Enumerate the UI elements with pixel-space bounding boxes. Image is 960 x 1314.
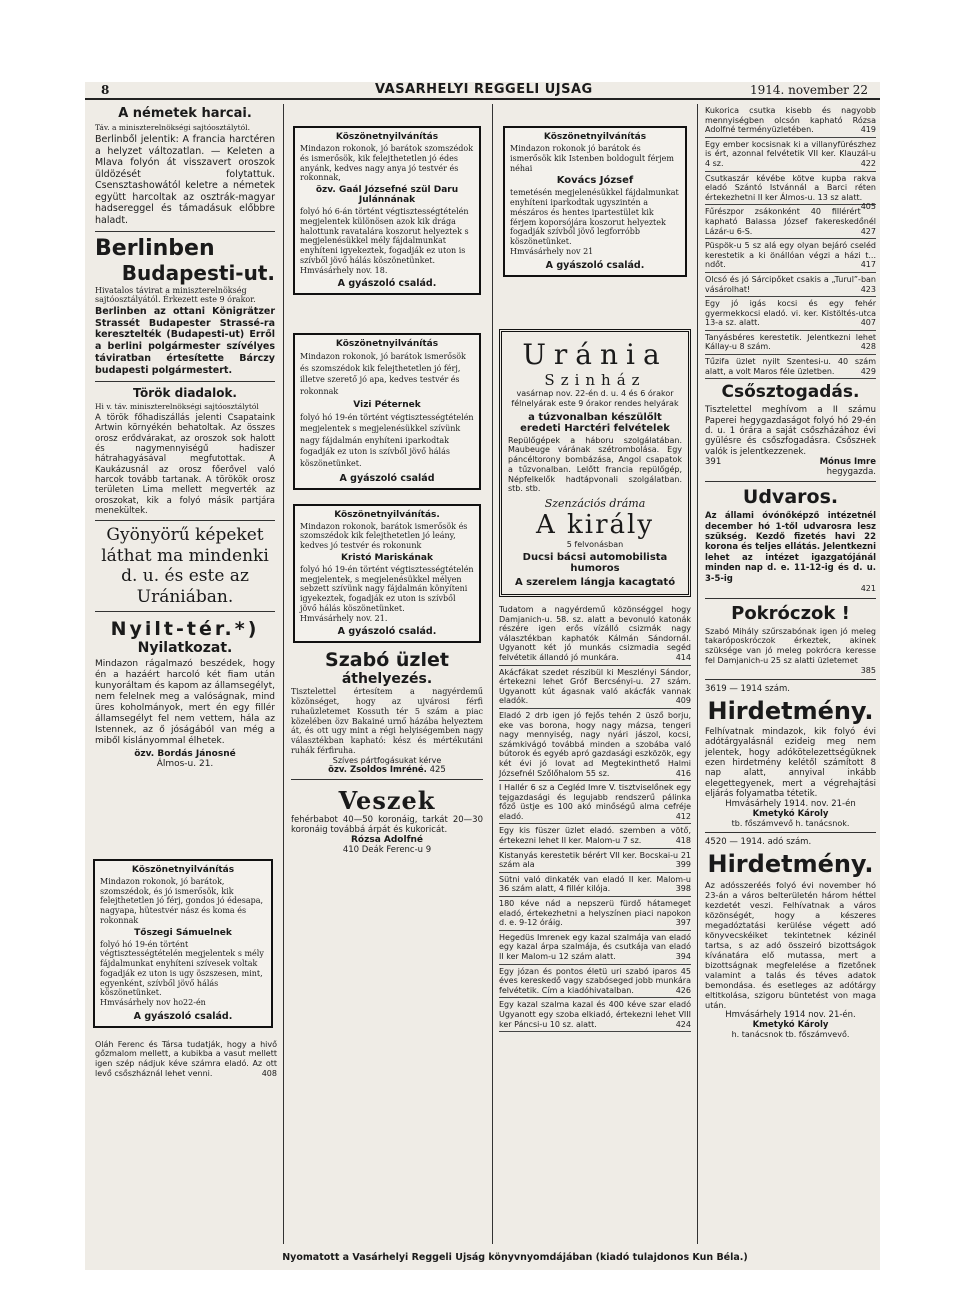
notice-family: A gyászoló család. xyxy=(545,259,645,271)
notice-body: Mindazon rokonok, jó barátok, szomszédok, és jó ismerősök, kik felejthetetlen jó férj, gondos jó édesapa, nagyapa, hütestvér nász és koma és rokonnak xyxy=(100,876,264,925)
classified-ad xyxy=(705,138,876,172)
classified-ad xyxy=(499,781,691,824)
column-3 xyxy=(495,104,695,1244)
notice-title: Köszönetnyilvánítás. xyxy=(334,509,440,520)
classified-text: Tűzifa üzlet nyilt Szentesi-u. 40 szám alatt, a volt Maros féle üzletben. xyxy=(705,357,876,376)
divider xyxy=(95,520,275,521)
classified-number: 414 xyxy=(675,652,691,662)
csosz-name: Mónus Imre xyxy=(819,457,876,468)
notice-deceased-name: Kristó Mariskának xyxy=(341,552,433,563)
classified-number: 426 xyxy=(675,985,691,995)
classified-number: 424 xyxy=(675,1019,691,1029)
nyilatkozat-address: Álmos-u. 21. xyxy=(156,758,214,769)
urania-cinema-ad xyxy=(499,329,691,598)
urania-subtitle: Szinház xyxy=(544,370,646,389)
thanks-notice-toszegi xyxy=(93,859,273,1028)
urania-comedy: Ducsi bácsi automobilista humoros xyxy=(522,552,668,574)
classified-list xyxy=(705,104,876,379)
classified-number: 423 xyxy=(860,284,876,294)
notice-deceased-name: özv. Gaál Józsefné szül Daru Julánnának xyxy=(315,185,459,205)
divider xyxy=(95,381,275,382)
hirdetmeny2-ref: 4520 — 1914. adó szám. xyxy=(705,837,812,848)
headline-budapesti-ut: Budapesti-ut. xyxy=(121,260,275,285)
newspaper-page xyxy=(85,82,880,1270)
notice-deceased-name: Vizi Péternek xyxy=(353,399,421,410)
thanks-notice-kovacs xyxy=(503,126,687,277)
article-body-berlin: Berlinben az ottani Königrätzer Strassét Budapester Strassé-ra keresztelték (Budapesti-ut) Erről a berlini polgármester szívélyes táviratban értesítette Bárczy budapesti polgármestert. xyxy=(95,305,275,376)
hirdetmeny1-date: Hmvásárhely 1914. nov. 21-én xyxy=(725,799,856,810)
article-source: Hi v. táv. miniszterelnökségi sajtóosztálytól xyxy=(95,401,259,411)
classified-text: Tudatom a nagyérdemű közönséggel hogy Damjanich-u. 58. sz. alatt a bevonuló katonák részére igen erős vízálló csizmák nagy választékban kaphatók Kálmán Sándornál. Ugyanott két jó munkás csizmadia segéd felvétetik állandó jó munkára. xyxy=(499,605,691,662)
notice-date: Hmvásárhely nov. 21. xyxy=(300,613,388,623)
classified-ad xyxy=(705,104,876,138)
szabo-title: Szabó üzlet xyxy=(325,649,449,672)
hirdetmeny2-role: h. tanácsnok tb. főszámvevő. xyxy=(731,1029,850,1039)
pokroczok-body: Szabó Mihály szűrszabónak igen jó meleg takaróposkróczok érkeztek, akinek szüksége van jó meleg pokrócra keresse fel Damjanich-u 25 sz alatti üzletemet xyxy=(705,626,876,665)
hirdetmeny1-name: Kmetykó Károly xyxy=(752,809,829,820)
classified-text: Csutkaszár kévébe kötve kupba rakva eladó Szántó Istvánnál a Barci réten értekezhetni II ker Álmos-u. 13 sz alatt. xyxy=(705,173,876,202)
classified-text: Tanyásbéres kerestetik. Jelentkezni lehet Kállay-u 8 szám. xyxy=(705,332,876,352)
udvaros-title: Udvaros. xyxy=(742,486,839,509)
classified-number: 412 xyxy=(675,811,691,821)
classified-number: 422 xyxy=(860,158,876,168)
article-body-torok: A török főhadiszállás jelenti Csapataink Artwin környékén behatoltak. Az összes orosz erődvárakat, az oroszok sok halott és nagymennyiségű hadiszer hátrahagyásával megfutottak. A Kaukázusnál az orosz főerővel való harcok tovább tartanak. A törökök orosz területen Lima mellett megverték az oroszokat, kik a folyó másik partjára menekültek. xyxy=(95,412,275,517)
newspaper-title: VASÁRHELYI REGGELI UJSÁG xyxy=(375,82,593,97)
article-title-nemetek: A németek harcai. xyxy=(118,106,252,121)
nyilatkozat-title: Nyilatkozat. xyxy=(137,640,233,657)
column-4 xyxy=(699,104,880,1244)
notice-body: folyó hó 6-án történt végtisztességtételén megjelentek különösen azok kik drága halottunk ravatalára koszorut helyeztek s megjelenésükkel mély fájdalmunkat enyhíteni igyekeztek, fogadják ez uton is szívből jövő hálás köszönetünket. xyxy=(300,207,469,265)
nyilatkozat-signature: özv. Bordás Jánosné xyxy=(134,748,236,759)
column-rule xyxy=(283,104,284,1244)
classified-ad xyxy=(499,824,691,848)
szabo-signoff: Szíves pártfogásukat kérve xyxy=(332,755,442,765)
urania-schedule: vasárnap nov. 22-én d. u. 4 és 6 órakor félnelyárak este 9 órakor rendes helyárak xyxy=(511,388,679,408)
classified-text: Egy józan és pontos életü uri szabó iparos 45 éves kereskedő vagy szabóseged jobb munkára felvétetik. Cím a kiadóhivatalban. xyxy=(499,966,691,995)
classified-text: Olcsó és jó Sárcipőket csakis a „Turul”-ban vásárolhat! xyxy=(705,274,876,294)
classified-ad xyxy=(499,998,691,1032)
classified-number: 394 xyxy=(675,952,691,961)
column-rule xyxy=(697,104,698,1244)
article-title-torok: Török diadalok. xyxy=(132,385,237,400)
classified-ad xyxy=(705,273,876,297)
article-source: Táv. a miniszterelnökségi sajtóosztálytól. xyxy=(95,123,250,132)
hirdetmeny1-title: Hirdetmény. xyxy=(707,696,874,725)
nyilt-ter-title: Nyilt-tér.*) xyxy=(110,618,260,641)
notice-date: Hmvásárhely nov 21 xyxy=(510,246,594,256)
classified-ad xyxy=(705,297,876,331)
classified-ad xyxy=(705,205,876,239)
thanks-notice-gaal xyxy=(293,126,481,295)
notice-deceased-name: Tőszegi Sámuelnek xyxy=(134,927,232,938)
classified-list xyxy=(495,603,695,1032)
notice-title: Köszönetnyilvánítás xyxy=(131,864,235,875)
page-number: 8 xyxy=(101,83,110,97)
csosz-role: hegygazda. xyxy=(826,467,876,478)
pokroczok-number: 385 xyxy=(860,665,876,675)
classified-number: 416 xyxy=(675,768,691,778)
article-source: Hivatalos távirat a miniszterelnökség sajtóosztályától. Érkezett este 9 órakor. xyxy=(95,285,256,304)
classified-number: 408 xyxy=(261,1068,277,1078)
classified-ad xyxy=(705,331,876,355)
divider xyxy=(95,611,275,612)
classified-number: 397 xyxy=(675,918,691,928)
classified-ad xyxy=(499,965,691,999)
printer-footer: Nyomatott a Vasárhelyi Reggeli Ujság könyvnyomdájában (kiadó tulajdonos Kun Béla.) xyxy=(282,1252,748,1263)
csosz-body: Tisztelettel meghívom a II számu Paperei hegygazdaságot folyó hó 29-én d. u. 1 órára a saját csőszházához évi gyülésre és csőszfogadásra. Csőszнek valók is jelentkezzenek. xyxy=(705,405,876,457)
hirdetmeny2-title: Hirdetmény. xyxy=(707,849,874,878)
classified-ad xyxy=(499,897,691,931)
notice-title: Köszönetnyilvánítás xyxy=(543,132,647,142)
classified-text: Egy kis füszer üzlet eladó. szemben a vötő, értekezni lehet II ker. Malom-u 7 sz. xyxy=(499,826,691,846)
notice-date: Hmvásárhely nov ho22-én xyxy=(100,998,206,1008)
classified-ad xyxy=(499,709,691,781)
classified-ad xyxy=(499,849,691,873)
hirdetmeny1-body: Felhívatnak mindazok, kik folyó évi adótárgyalásnál ezideig meg nem jelentek, hogy adókötelezettségüknek ezen hirdetmény kelétől számított 8 nap alatt, annyival inkább elegettegyenek, mert a végrehajtási eljárás folyamatba tétetik. xyxy=(705,726,876,799)
classified-text: Fűrészpor zsákonként 40 fillérért kapható Balassa József fakereskedőnél Lázár-u 6-S. xyxy=(705,207,876,236)
notice-body: Mindazon rokonok, jó barátok szomszédok és ismerősök, kik felejthetetlen jó édes anyánk, kedves nagy anya jó testvér és rokonnak, xyxy=(300,144,474,183)
classified-number: 429 xyxy=(860,366,876,376)
hirdetmeny1-role: tb. főszámvevő h. tanácsnok. xyxy=(731,819,850,829)
classified-number: 418 xyxy=(675,836,691,846)
classified-ad xyxy=(705,355,876,379)
classified-text: I Hallér 6 sz a Cegléd Imre V. tisztviselőnek egy tejgazdasági és legujabb rendszerű pálinka főző üstje es 100 akó minőségű alma cefréje eladó. xyxy=(499,783,691,821)
urania-drama-subtitle: 5 felvonásban xyxy=(566,540,624,549)
thanks-notice-kristo xyxy=(293,504,481,644)
notice-body: Mindazon rokonok, jó barátok ismerősök és szomszédok kik felejthetetlen jó férj, illetve szerető jó apa, kedves testvér és rokonnak xyxy=(300,352,466,397)
classified-ad xyxy=(499,873,691,897)
classified-ad xyxy=(499,603,691,666)
classified-number: 398 xyxy=(675,884,691,894)
classified-ad xyxy=(499,666,691,709)
hirdetmeny1-ref: 3619 — 1914 szám. xyxy=(705,684,790,695)
urania-promo: Gyönyörű képeket láthat ma mindenki d. u. és este az Urániában. xyxy=(101,525,269,607)
veszek-title: Veszek xyxy=(338,785,436,815)
urania-description: Repülőgépek a háboru szolgálatában. Maubeuge várának szétrombolása. Egy páncéltorony bombázása, Angol csapatok a tűzvonalban. Lelőtt francia repülőgép, Népfelkelők hadtápvonali szolgálatban. stb. stb. xyxy=(508,435,682,494)
classified-text: Kukorica csutka kisebb és nagyobb mennyiségben olcsón kapható Rózsa Adolfné terményüzletében. xyxy=(705,106,876,135)
notice-family: A gyászoló család. xyxy=(133,1010,233,1022)
classified-text: Akácfákat szedet részibül ki Meszlényi Sándor, értekezni lehet Gróf Bercsényi-u. 27 szám. Ugyanott kút ágasnak való akácfák vannak eladók. xyxy=(499,667,691,706)
classified-number: 407 xyxy=(860,318,876,328)
nyilatkozat-body: Mindazon rágalmazó beszédek, hogy én a hazáért harcoló két fiam után kunyoráltam és kapom az államsegélyt, nem felelnek meg a valóságnak, mind üres koholmányok, mert én egy fillér államsegélyt fel nem vettem, hála az Istennek, az ő jóságából van még a miből kislányommal élhetek. xyxy=(95,659,275,746)
notice-title: Köszönetnyilvánítás xyxy=(335,132,439,142)
urania-feature: a túzvonalban készülőlt eredeti Harctéri felvételek xyxy=(520,411,670,434)
szabo-name: özv. Zsoldos Imréné. xyxy=(328,764,427,775)
veszek-name: Rózsa Adolfné xyxy=(350,835,424,846)
classified-number: 409 xyxy=(675,696,691,706)
udvaros-number: 421 xyxy=(860,583,876,593)
classified-text: Kistanyás kerestetik bérért VII ker. Bocskai-u 21 szám ala xyxy=(499,850,691,870)
classified-text: Sütni való dinkaték van eladó II ker. Malom-u 36 szám alatt, 4 fillér kilója. xyxy=(499,874,691,894)
classified-number: 417 xyxy=(860,260,876,270)
classified-ad xyxy=(705,172,876,212)
article-body-nemetek: Berlinből jelentik: A francia harctéren a helyzet változatlan. — Keleten a Mlava folyón át visszavert oroszok üldözését folytattuk. Csensztashowától keletre a németek együtt harcoltak az osztrák-magyar hadsereggel és támadásuk előbbre haladt. xyxy=(95,134,275,227)
divider xyxy=(95,231,275,232)
csosz-title: Csősztogadás. xyxy=(721,382,860,403)
notice-family: A gyászoló család xyxy=(339,472,435,484)
column-rule xyxy=(492,104,493,1244)
classified-number: 427 xyxy=(860,226,876,236)
classified-ad xyxy=(705,239,876,273)
classified-olah xyxy=(95,1038,277,1080)
divider xyxy=(705,679,876,680)
szabo-subtitle: áthelyezés. xyxy=(341,671,433,688)
classified-text: Egy kazal szalma kazal és 400 kéve szar eladó Ugyanott egy szoba elkiadó, értekezni lehet VIII ker Páncsi-u 10 sz. alatt. xyxy=(499,1000,691,1029)
divider xyxy=(291,779,483,780)
classified-ad xyxy=(499,931,691,965)
column-1 xyxy=(85,104,281,1244)
notice-body: temetésén megjelenésükkel fájdalmunkat enyhíteni iparkodtak ugyszintén a mészáros és hentes ipartestület kik férjem koporsójára koszorut helyeztek fogadják szívből jövő legforróbb köszönetünket. xyxy=(510,188,679,246)
szabo-number: 425 xyxy=(429,764,446,775)
notice-body: folyó hó 19-én történt végtisztességtételén megjelentek, s megjelenésükkel mélyen sebzett szívünk nagy fájdalmán könyíteni igyekeztek, fogadják ez uton is szívből jövő hálás köszönetünket. xyxy=(300,564,474,613)
hirdetmeny2-date: Hmvásárhely 1914 nov. 21-én. xyxy=(725,1009,856,1020)
hirdetmeny2-name: Kmetykó Károly xyxy=(752,1019,829,1030)
classified-text: Hegedüs Imrenek egy kazal szalmája van eladó egy kazal árpa szalmája, és csutkája van eladó II ker Malom-u 12 szám alatt. xyxy=(499,932,691,961)
udvaros-body: Az állami óvónőképző intézetnél december hó 1-től udvarosra lesz szükség. Kezdő fizetés havi 22 korona és teljes ellátás. Jelentkezni lehet az intézet igazgatójánál minden nap d. e. 11-12-ig és d. u. 3-5-ig xyxy=(705,511,876,584)
divider xyxy=(705,481,876,482)
urania-drama-title: A király xyxy=(535,510,655,540)
notice-family: A gyászoló család. xyxy=(337,278,437,290)
issue-date: 1914. november 22 xyxy=(750,83,868,97)
classified-number: 419 xyxy=(860,125,876,135)
urania-romance: A szerelem lángja kacagtató xyxy=(514,577,676,588)
column-2 xyxy=(285,104,489,1244)
notice-body: folyó hó 19-én történt végtisztességtételén megjelentek s megjelenésükkel szívünk nagy fájdalmán enyhíteni iparkodtak fogadják ez uton is szívből jövő hálás köszönetünket. xyxy=(300,412,474,468)
classified-text: 180 kéve nád a nepszerü fürdő hátameget eladó, értekezhetni a helyszínen piaci napokon d. e. 9-12 óráig. xyxy=(499,899,691,928)
notice-title: Köszönetnyilvánítás xyxy=(335,339,439,350)
notice-body: Mindazon rokonok jó barátok és ismerősök kik Istenben boldogult férjem néhai xyxy=(510,144,674,173)
classified-number: 399 xyxy=(675,860,691,870)
szabo-body: Tisztelettel értesítem a nagyérdemű közönséget, hogy az ujvárosi férfi ruhaüzletemet Kossuth tér 5 szám a piac közelében özv Bakainé urnő házába helyeztem át, és ott ugy mint a régi helyiségemben nagy választékban kapható: kész és mértékutáni ruhák férfiruha. xyxy=(291,687,483,755)
notice-date: Hmvásárhely nov. 18. xyxy=(300,265,388,275)
pokroczok-title: Pokróczok ! xyxy=(731,602,850,624)
classified-text: Egy ember kocsisnak ki a villanyfürészhez is ért, azonnal felvétetik VII ker. Klauzál-u 4 sz. xyxy=(705,139,876,168)
veszek-number: 410 xyxy=(342,845,360,856)
headline-berlinben: Berlinben xyxy=(95,235,215,261)
notice-body: Mindazon rokonok, barátok ismerősök és szomszédok kik felejthetetlen jó leány, kedves jó testvér és rokonunk xyxy=(300,521,468,551)
notice-family: A gyászoló család. xyxy=(337,626,437,638)
notice-body: folyó hó 19-én történt végtisztességtételén megjelentek s mély fájdalmunkat enyhíteni szívesek voltak fogadják ez uton is ugy öszszesen, mint, egyenként, szívből jövő hálás köszönetünket. xyxy=(100,939,264,998)
divider xyxy=(705,598,876,599)
csosz-number: 391 xyxy=(705,457,722,468)
classified-text: Püspök-u 5 sz alá egy olyan bejáró cseléd kerestetik a ki önállóan végzi a házi t... ndőt. xyxy=(705,241,876,270)
classified-text: Oláh Ferenc és Társa tudatják, hogy a hivő gőzmalom mellett, a kubikba a vasut mellett igen szép nádjuk kéve számra eladó. Az ott levő csőszháznál lehet venni. xyxy=(95,1039,277,1078)
notice-deceased-name: Kovács József xyxy=(556,175,634,187)
classified-text: Eladó 2 drb igen jó fejős tehén 2 üsző borju, eke vas borona, hogy nagy mázsa, tengeri nagy mennyiség, nagy nyári jászol, kocsi, számkivágó továbbá minden a szobába való bútorok és egyéb apró gazdasági eszközök, egy két évi jó lovat ad Megtekinthető Halmi Józsefnél Szőlőhalom 55 sz. xyxy=(499,710,691,778)
urania-drama-label: Szenzációs dráma xyxy=(544,497,646,510)
urania-title: Uránia xyxy=(522,337,668,371)
veszek-address: Deák Ferenc-u 9 xyxy=(361,845,432,856)
masthead xyxy=(85,82,880,100)
thanks-notice-vizi xyxy=(293,333,481,489)
divider xyxy=(705,832,876,833)
veszek-body: fehérbabot 40—50 koronáig, tarkát 20—30 koronáig továbbá árpát és kukoricát. xyxy=(291,814,483,835)
classified-text: Egy jó igás kocsi és egy fehér gyermekkocsi eladó. vi. ker. Kistöltés-utca 13-a sz. alatt. xyxy=(705,299,876,328)
classified-number: 428 xyxy=(860,342,876,352)
hirdetmeny2-body: Az adósszeréés folyó évi november hó 23-án a város belterületén három héttel kezdetét veszi. Felhívatnak a város közönségét, hogy a készeres megadóztatási kerülése végett adó könyvecskéiket tekintetnek kézinél tartsa, s az adó összeiró bizottságok kívánatára elő mutassa, mert a bizottságnak megfelelése a fizetőnek valamint a talás és téves adatok bemondása. és esetleges az adótárgy eltitkolása, szigoru büntetést von maga után. xyxy=(705,879,876,1010)
classified-number: 405 xyxy=(860,202,876,212)
